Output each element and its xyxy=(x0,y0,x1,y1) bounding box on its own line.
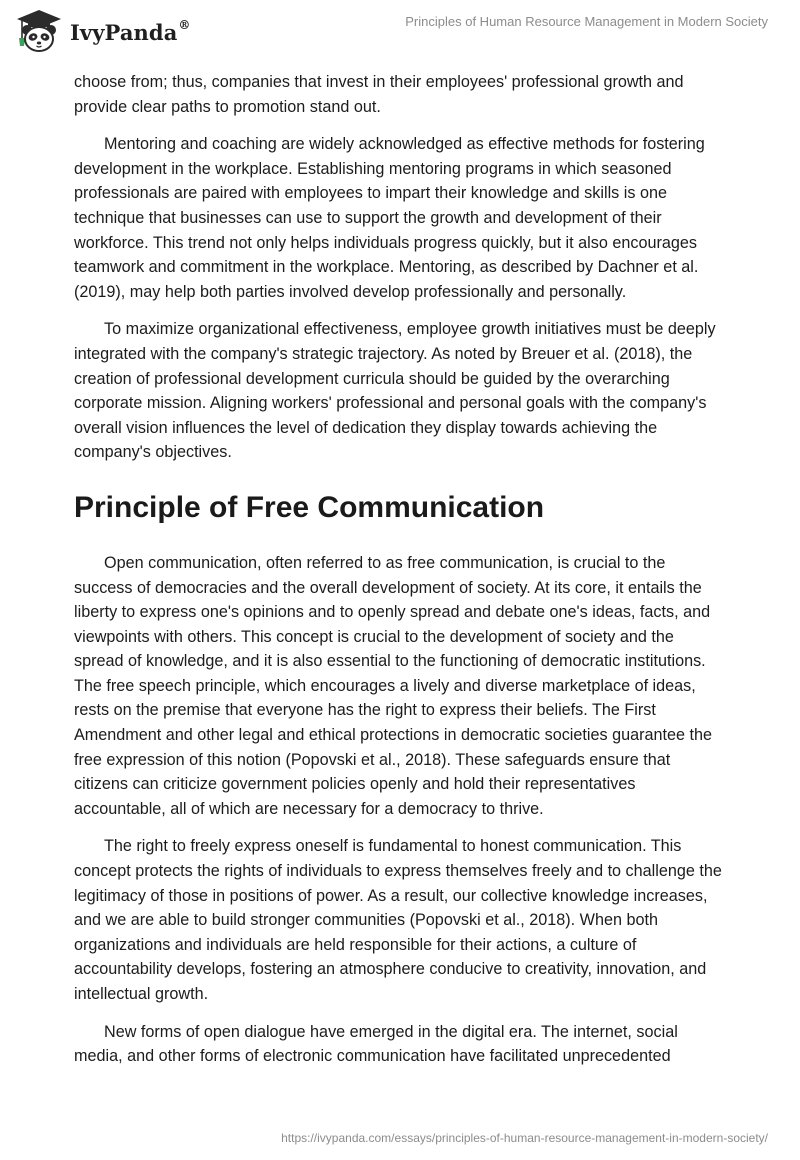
registered-mark: ® xyxy=(178,17,191,32)
brand-logo[interactable] xyxy=(14,8,191,54)
brand-name: IvyPanda® xyxy=(70,17,191,45)
source-url[interactable]: https://ivypanda.com/essays/principles-of-human-resource-management-in-modern-society/ xyxy=(281,1131,768,1145)
paragraph: Open communication, often referred to as free communication, is crucial to the success of democracies and the overall development of society. At its core, it entails the liberty to express one's opinions and to openly spread and debate one's ideas, facts, and viewpoints with others. This concept is crucial to the development of society and the spread of knowledge, and it is also essential to the functioning of democratic institutions. The free speech principle, which encourages a lively and diverse marketplace of ideas, rests on the premise that everyone has the right to express their beliefs. The First Amendment and other legal and ethical protections in democratic societies guarantee the free expression of this notion (Popovski et al., 2018). These safeguards ensure that citizens can criticize government policies openly and hold their representatives accountable, all of which are necessary for a democracy to thrive. xyxy=(74,553,712,818)
paragraph: To maximize organizational effectiveness, employee growth initiatives must be deeply integrated with the company's strategic trajectory. As noted by Breuer et al. (2018), the creation of professional development curricula should be guided by the overarching corporate mission. Aligning workers' professional and personal goals with the company's overall vision influences the level of dedication they display towards achieving the company's objectives. xyxy=(74,320,716,462)
section-heading: Principle of Free Communication xyxy=(74,490,545,524)
paragraph: New forms of open dialogue have emerged in the digital era. The internet, social media, and other forms of electronic communication have facilitated unprecedented xyxy=(74,1022,678,1066)
page-header xyxy=(0,0,800,62)
essay-content xyxy=(74,70,726,1082)
document-title: Principles of Human Resource Management in Modern Society xyxy=(405,14,768,29)
paragraph: Mentoring and coaching are widely acknowledged as effective methods for fostering development in the workplace. Establishing mentoring programs in which seasoned professionals are paired with employees to impart their knowledge and skills is one technique that businesses can use to support the growth and development of their workforce. This trend not only helps individuals progress quickly, but it also encourages teamwork and commitment in the workplace. Mentoring, as described by Dachner et al. (2019), may help both parties involved develop professionally and personally. xyxy=(74,135,705,301)
paragraph: The right to freely express oneself is fundamental to honest communication. This concept protects the rights of individuals to express themselves freely and to challenge the legitimacy of those in positions of power. As a result, our collective knowledge increases, and we are able to build stronger communities (Popovski et al., 2018). When both organizations and individuals are held responsible for their actions, a culture of accountability develops, fostering an atmosphere conducive to creativity, innovation, and intellectual growth. xyxy=(74,837,722,1003)
paragraph: choose from; thus, companies that invest in their employees' professional growth and provide clear paths to promotion stand out. xyxy=(74,73,684,116)
panda-graduate-icon xyxy=(14,8,64,54)
